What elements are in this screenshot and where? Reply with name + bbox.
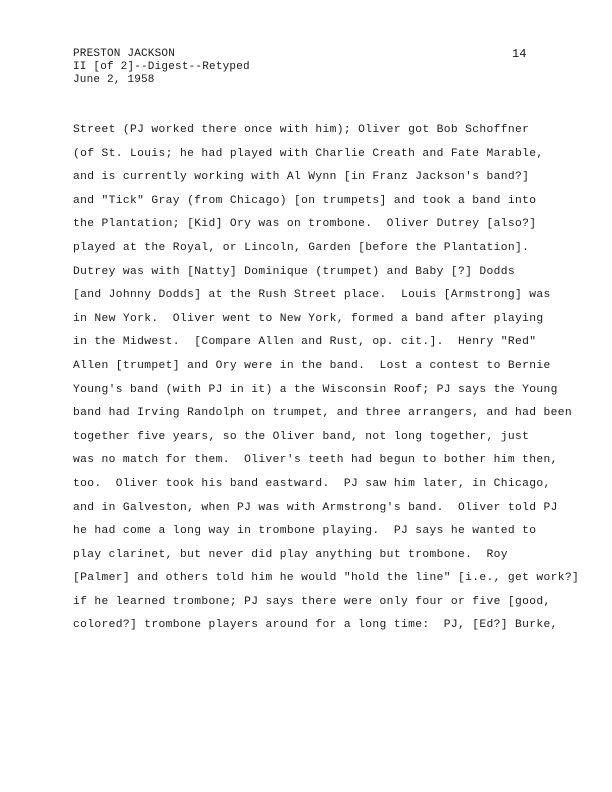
interview-date: June 2, 1958 xyxy=(73,74,155,86)
text-line: Dutrey was with [Natty] Dominique (trumpet) and Baby [?] Dodds xyxy=(73,265,516,278)
page-number: 14 xyxy=(512,47,527,61)
interviewee-name: PRESTON JACKSON xyxy=(73,48,176,60)
session-label: II [of 2]--Digest--Retyped xyxy=(73,61,250,73)
text-line: and in Galveston, when PJ was with Armstrong's band. Oliver told PJ xyxy=(73,501,558,514)
text-line: too. Oliver took his band eastward. PJ saw him later, in Chicago, xyxy=(73,477,551,490)
text-line: in the Midwest. [Compare Allen and Rust, op. cit.]. Henry "Red" xyxy=(73,336,537,349)
text-line: the Plantation; [Kid] Ory was on trombone. Oliver Dutrey [also?] xyxy=(73,218,537,231)
text-line: Young's band (with PJ in it) a the Wisconsin Roof; PJ says the Young xyxy=(73,383,558,396)
text-line: he had come a long way in trombone playing. PJ says he wanted to xyxy=(73,525,537,538)
text-line: if he learned trombone; PJ says there were only four or five [good, xyxy=(73,595,551,608)
text-line: played at the Royal, or Lincoln, Garden [before the Plantation]. xyxy=(73,241,530,254)
text-line: [and Johnny Dodds] at the Rush Street place. Louis [Armstrong] was xyxy=(73,289,551,302)
text-line: [Palmer] and others told him he would "hold the line" [i.e., get work?] xyxy=(73,572,580,585)
transcript-body xyxy=(73,119,593,638)
text-line: Allen [trumpet] and Ory were in the band. Lost a contest to Bernie xyxy=(73,359,551,372)
text-line: in New York. Oliver went to New York, formed a band after playing xyxy=(73,312,544,325)
page-header xyxy=(73,48,250,87)
text-line: colored?] trombone players around for a long time: PJ, [Ed?] Burke, xyxy=(73,619,558,632)
text-line: band had Irving Randolph on trumpet, and three arrangers, and had been xyxy=(73,407,573,420)
text-line: Street (PJ worked there once with him); Oliver got Bob Schoffner xyxy=(73,124,530,136)
text-line: and is currently working with Al Wynn [in Franz Jackson's band?] xyxy=(73,171,530,184)
text-line: and "Tick" Gray (from Chicago) [on trumpets] and took a band into xyxy=(73,194,537,207)
text-line: play clarinet, but never did play anything but trombone. Roy xyxy=(73,548,508,561)
text-line: (of St. Louis; he had played with Charlie Creath and Fate Marable, xyxy=(73,147,544,160)
text-line: together five years, so the Oliver band, not long together, just xyxy=(73,430,530,443)
text-line: was no match for them. Oliver's teeth had begun to bother him then, xyxy=(73,454,558,467)
